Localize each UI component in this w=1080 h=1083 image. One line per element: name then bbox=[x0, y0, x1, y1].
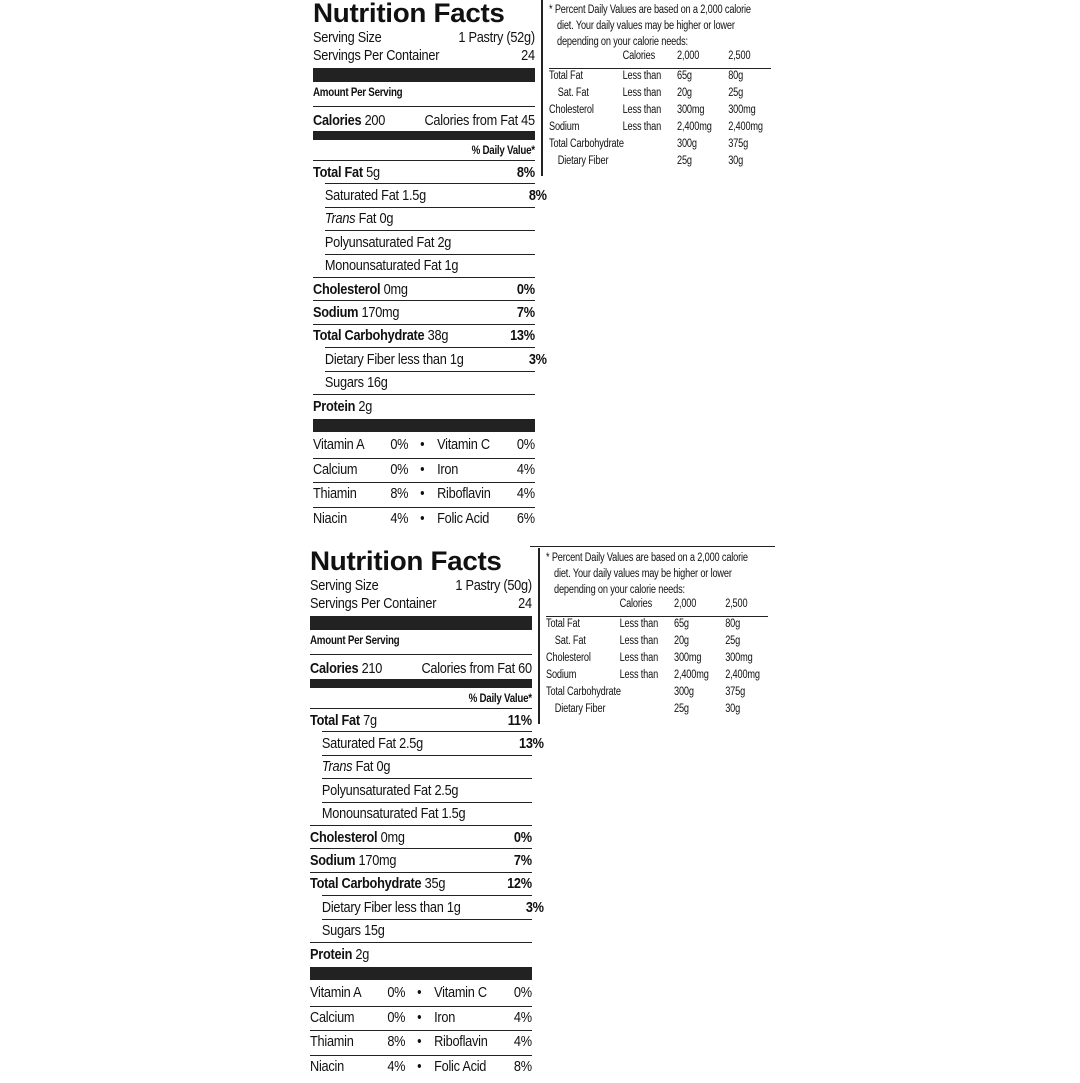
calories-from-fat: Calories from Fat 45 bbox=[424, 111, 535, 129]
daily-values-cell: Total Carbohydrate bbox=[549, 138, 624, 150]
nutrient-name: Sugars bbox=[324, 374, 364, 392]
nutrient-row bbox=[313, 325, 535, 347]
servings-row bbox=[310, 594, 532, 612]
divider bbox=[549, 68, 771, 69]
vitamin-name: Iron bbox=[434, 1008, 456, 1026]
amount-per-serving: Amount Per Serving bbox=[313, 87, 403, 99]
nutrient-amount: 16g bbox=[367, 374, 388, 392]
vitamin-value: 8% bbox=[387, 1033, 406, 1050]
nutrient-amount: 2.5g bbox=[399, 734, 423, 752]
nutrient-row bbox=[310, 826, 532, 848]
serving-size-row bbox=[313, 28, 535, 46]
nutrient-row bbox=[310, 756, 544, 778]
bullet: • bbox=[417, 1057, 422, 1075]
daily-values-cell: Total Fat bbox=[546, 618, 580, 630]
footnote-line: depending on your calorie needs: bbox=[554, 584, 685, 596]
servings-value: 24 bbox=[518, 594, 532, 612]
nutrient-amount: 38g bbox=[427, 327, 449, 345]
nutrient-name: Total Carbohydrate bbox=[313, 327, 425, 345]
vitamin-value: 8% bbox=[513, 1057, 532, 1075]
nutrient-group bbox=[322, 922, 385, 939]
daily-values-cell: 20g bbox=[677, 87, 692, 99]
amount-per-serving-row bbox=[310, 633, 532, 649]
calories-value: 200 bbox=[364, 111, 386, 129]
nutrient-name: Cholesterol bbox=[310, 828, 378, 846]
nutrient-group bbox=[322, 735, 423, 752]
vitamin-name: Riboflavin bbox=[434, 1033, 488, 1050]
nutrient-name: Dietary Fiber bbox=[321, 898, 392, 916]
daily-value-header: % Daily Value* bbox=[468, 692, 532, 705]
vitamin-value: 4% bbox=[516, 485, 535, 502]
nutrient-name: Monounsaturated Fat bbox=[324, 257, 442, 275]
vitamin-name: Vitamin A bbox=[310, 984, 362, 1001]
nutrient-group bbox=[322, 758, 390, 775]
daily-values-cell: Less than bbox=[622, 87, 662, 99]
vitamin-row bbox=[313, 510, 535, 530]
serving-size-value: 1 Pastry (50g) bbox=[455, 576, 532, 594]
nutrient-row bbox=[310, 779, 544, 801]
nutrient-row bbox=[310, 920, 544, 942]
daily-values-cell: 300g bbox=[677, 138, 697, 150]
daily-values-cell: 2,400mg bbox=[677, 121, 712, 133]
vitamin-value: 4% bbox=[387, 1057, 406, 1075]
nutrient-group bbox=[310, 852, 396, 869]
nutrient-row bbox=[313, 184, 547, 206]
vertical-divider bbox=[538, 548, 540, 724]
vitamin-name: Iron bbox=[437, 460, 459, 478]
daily-values-cell: 300mg bbox=[677, 104, 705, 116]
nutrient-amount: 2.5g bbox=[434, 781, 459, 799]
nutrient-row bbox=[313, 348, 547, 370]
nutrient-row bbox=[310, 849, 532, 871]
nutrient-name: Total Fat bbox=[310, 711, 360, 729]
nutrient-amount: 170mg bbox=[361, 303, 400, 321]
calories-row bbox=[313, 110, 535, 130]
bullet: • bbox=[420, 509, 425, 527]
daily-values-cell: 300g bbox=[674, 686, 694, 698]
daily-values-cell: 375g bbox=[728, 138, 749, 150]
vitamin-name: Vitamin A bbox=[313, 436, 365, 453]
daily-values-cell: Dietary Fiber bbox=[554, 703, 606, 715]
vitamin-value: 6% bbox=[516, 509, 535, 527]
nutrient-daily-value: 3% bbox=[528, 350, 547, 368]
nutrient-name: Cholesterol bbox=[313, 280, 381, 298]
thick-divider bbox=[310, 967, 532, 980]
nutrient-row bbox=[313, 278, 535, 300]
daily-values-cell: 25g bbox=[677, 155, 692, 167]
nutrient-daily-value: 13% bbox=[510, 327, 535, 345]
divider bbox=[310, 1030, 532, 1031]
nutrient-name: Sodium bbox=[310, 851, 356, 869]
nutrient-name: Protein bbox=[310, 945, 353, 963]
calories-value: 210 bbox=[361, 659, 383, 677]
daily-values-cell: 25g bbox=[725, 635, 741, 647]
nutrient-group bbox=[325, 234, 451, 251]
nutrient-amount: 5g bbox=[366, 163, 380, 181]
nutrient-name: Sugars bbox=[321, 922, 361, 940]
nutrient-group bbox=[310, 829, 405, 846]
daily-values-cell: 375g bbox=[725, 686, 746, 698]
nutrient-group bbox=[325, 257, 458, 274]
nutrient-group bbox=[313, 398, 372, 415]
divider bbox=[310, 1006, 532, 1007]
nutrient-row bbox=[313, 208, 547, 230]
nutrient-amount: 170mg bbox=[358, 851, 397, 869]
vitamin-row bbox=[310, 1033, 532, 1053]
daily-values-cell: 2,400mg bbox=[674, 669, 709, 681]
calories-label: Calories bbox=[310, 659, 359, 677]
nutrient-row bbox=[313, 395, 535, 417]
thick-divider bbox=[310, 616, 532, 630]
vitamin-value: 4% bbox=[513, 1033, 532, 1050]
medium-divider bbox=[310, 679, 532, 688]
label-title: Nutrition Facts bbox=[313, 0, 505, 28]
nutrient-amount: 0mg bbox=[383, 280, 408, 298]
daily-values-row bbox=[549, 121, 781, 138]
nutrient-daily-value: 7% bbox=[513, 851, 532, 869]
vitamin-value: 8% bbox=[390, 485, 409, 502]
nutrient-daily-value: 8% bbox=[516, 163, 535, 181]
nutrient-amount: 2g bbox=[355, 945, 370, 963]
footnote-line: diet. Your daily values may be higher or lower bbox=[557, 20, 735, 32]
nutrient-row bbox=[313, 255, 547, 277]
footnote-line: * Percent Daily Values are based on a 2,000 calorie bbox=[549, 4, 751, 16]
bullet: • bbox=[420, 436, 425, 453]
nutrient-row bbox=[310, 803, 544, 825]
serving-size-label: Serving Size bbox=[313, 28, 382, 46]
daily-values-cell: Total Carbohydrate bbox=[546, 686, 621, 698]
daily-values-header bbox=[546, 598, 778, 615]
top-rule bbox=[530, 546, 775, 547]
nutrient-daily-value: 0% bbox=[516, 280, 535, 298]
vitamin-name: Thiamin bbox=[313, 485, 357, 502]
vitamin-name: Calcium bbox=[313, 460, 358, 478]
daily-values-cell: 300mg bbox=[728, 104, 756, 116]
vitamin-name: Niacin bbox=[313, 509, 347, 527]
daily-values-row bbox=[549, 70, 781, 87]
calories-group bbox=[313, 112, 385, 129]
calories-from-fat: Calories from Fat 60 bbox=[421, 659, 532, 677]
dv-header-row bbox=[310, 690, 532, 707]
vitamin-value: 0% bbox=[387, 1008, 406, 1026]
nutrient-row bbox=[313, 301, 535, 323]
divider bbox=[310, 654, 532, 655]
daily-values-row bbox=[549, 155, 781, 172]
daily-values-cell: 80g bbox=[725, 618, 741, 630]
serving-size-label: Serving Size bbox=[310, 576, 379, 594]
nutrient-row bbox=[313, 372, 547, 394]
daily-values-cell: Cholesterol bbox=[546, 652, 591, 664]
nutrient-name: Saturated Fat bbox=[321, 734, 396, 752]
header-cell: 2,000 bbox=[674, 598, 697, 610]
daily-values-cell: 25g bbox=[674, 703, 689, 715]
daily-values-row bbox=[546, 669, 778, 686]
daily-values-cell: Less than bbox=[622, 70, 662, 82]
nutrient-group bbox=[313, 304, 399, 321]
vitamin-name: Folic Acid bbox=[437, 509, 490, 527]
nutrient-amount: 0mg bbox=[380, 828, 405, 846]
vitamin-value: 0% bbox=[513, 984, 532, 1001]
nutrient-name: Saturated Fat bbox=[324, 186, 399, 204]
nutrient-name: Total Fat bbox=[313, 163, 363, 181]
nutrient-group bbox=[310, 712, 377, 729]
vitamin-name: Niacin bbox=[310, 1057, 344, 1075]
nutrient-row bbox=[310, 732, 544, 754]
nutrition-label-50g bbox=[310, 548, 780, 1083]
nutrient-daily-value: 0% bbox=[513, 828, 532, 846]
nutrient-amount: 35g bbox=[424, 875, 446, 893]
vitamin-value: 0% bbox=[387, 984, 406, 1001]
nutrient-daily-value: 7% bbox=[516, 303, 535, 321]
nutrient-name: Sodium bbox=[313, 303, 359, 321]
divider bbox=[310, 1055, 532, 1056]
nutrient-row bbox=[310, 943, 532, 965]
nutrient-group bbox=[313, 327, 448, 344]
vitamin-name: Riboflavin bbox=[437, 485, 491, 502]
daily-values-cell: Less than bbox=[619, 635, 659, 647]
daily-values-cell: Sat. Fat bbox=[557, 87, 589, 99]
label-title: Nutrition Facts bbox=[310, 546, 502, 576]
nutrient-name: Monounsaturated Fat bbox=[321, 805, 439, 823]
nutrient-amount: 1.5g bbox=[402, 186, 426, 204]
thick-divider bbox=[313, 419, 535, 432]
vitamin-name: Vitamin C bbox=[437, 436, 490, 453]
bullet: • bbox=[417, 984, 422, 1001]
header-cell: 2,500 bbox=[728, 50, 751, 62]
vitamin-name: Thiamin bbox=[310, 1033, 354, 1050]
nutrient-amount: 7g bbox=[363, 711, 377, 729]
bullet: • bbox=[420, 460, 425, 478]
divider bbox=[313, 106, 535, 107]
vitamin-name: Folic Acid bbox=[434, 1057, 487, 1075]
header-cell: 2,000 bbox=[677, 50, 700, 62]
nutrient-daily-value: 12% bbox=[507, 875, 532, 893]
daily-values-cell: Sat. Fat bbox=[554, 635, 586, 647]
header-cell: Calories bbox=[619, 598, 653, 610]
daily-value-header: % Daily Value* bbox=[471, 144, 535, 157]
servings-value: 24 bbox=[521, 46, 535, 64]
daily-values-row bbox=[549, 138, 781, 155]
nutrient-group bbox=[325, 374, 388, 391]
daily-values-cell: Cholesterol bbox=[549, 104, 594, 116]
nutrient-amount: 2g bbox=[437, 233, 452, 251]
daily-values-cell: Less than bbox=[619, 669, 659, 681]
nutrient-daily-value: 13% bbox=[518, 734, 544, 752]
calories-group bbox=[310, 660, 382, 677]
amount-per-serving-row bbox=[313, 85, 535, 101]
nutrient-group bbox=[322, 782, 458, 799]
daily-values-cell: Total Fat bbox=[549, 70, 583, 82]
daily-values-cell: 300mg bbox=[674, 652, 702, 664]
vitamin-row bbox=[310, 1058, 532, 1078]
nutrient-name: Protein bbox=[313, 397, 356, 415]
daily-values-row bbox=[549, 104, 781, 121]
daily-values-cell: 25g bbox=[728, 87, 744, 99]
vitamin-row bbox=[313, 485, 535, 505]
nutrient-group bbox=[322, 805, 465, 822]
vitamin-row bbox=[313, 461, 535, 481]
nutrient-row bbox=[310, 873, 532, 895]
servings-label: Servings Per Container bbox=[310, 594, 437, 612]
daily-values-cell: Less than bbox=[622, 121, 662, 133]
thick-divider bbox=[313, 68, 535, 82]
divider bbox=[546, 616, 768, 617]
vitamin-value: 4% bbox=[390, 509, 409, 527]
daily-values-row bbox=[546, 635, 778, 652]
nutrient-name: Trans bbox=[321, 758, 353, 776]
daily-values-cell: 2,400mg bbox=[728, 121, 763, 133]
nutrient-name: Dietary Fiber bbox=[324, 350, 395, 368]
daily-values-header bbox=[549, 50, 781, 67]
vitamin-name: Vitamin C bbox=[434, 984, 487, 1001]
footnote-line: depending on your calorie needs: bbox=[557, 36, 688, 48]
calories-label: Calories bbox=[313, 111, 362, 129]
nutrient-row bbox=[313, 231, 547, 253]
nutrient-amount: 1.5g bbox=[441, 805, 466, 823]
daily-values-row bbox=[546, 618, 778, 635]
vitamin-value: 4% bbox=[513, 1008, 532, 1026]
vitamin-name: Calcium bbox=[310, 1008, 355, 1026]
nutrient-group bbox=[310, 875, 445, 892]
vitamin-value: 0% bbox=[390, 460, 409, 478]
daily-values-row bbox=[546, 652, 778, 669]
nutrient-group bbox=[310, 946, 369, 963]
header-cell: Calories bbox=[622, 50, 656, 62]
nutrient-amount: 15g bbox=[364, 922, 385, 940]
daily-values-row bbox=[549, 87, 781, 104]
nutrient-daily-value: 11% bbox=[507, 711, 532, 729]
daily-values-cell: Dietary Fiber bbox=[557, 155, 609, 167]
nutrient-name: Trans bbox=[324, 210, 356, 228]
nutrient-amount: less than 1g bbox=[394, 898, 461, 916]
bullet: • bbox=[417, 1033, 422, 1050]
daily-values-cell: Sodium bbox=[546, 669, 577, 681]
amount-per-serving: Amount Per Serving bbox=[310, 635, 400, 647]
bullet: • bbox=[420, 485, 425, 502]
divider bbox=[313, 507, 535, 508]
nutrient-group bbox=[325, 187, 426, 204]
header-cell: 2,500 bbox=[725, 598, 748, 610]
daily-values-cell: 30g bbox=[725, 703, 741, 715]
daily-values-cell: 65g bbox=[674, 618, 689, 630]
vitamin-value: 0% bbox=[516, 436, 535, 453]
daily-values-cell: 20g bbox=[674, 635, 689, 647]
nutrient-amount: Fat 0g bbox=[358, 210, 394, 228]
nutrient-daily-value: 8% bbox=[528, 186, 547, 204]
vitamin-value: 0% bbox=[390, 436, 409, 453]
servings-label: Servings Per Container bbox=[313, 46, 440, 64]
nutrient-amount: 1g bbox=[444, 257, 459, 275]
bullet: • bbox=[417, 1008, 422, 1026]
nutrient-row bbox=[310, 709, 532, 731]
serving-size-value: 1 Pastry (52g) bbox=[458, 28, 535, 46]
daily-values-cell: Sodium bbox=[549, 121, 580, 133]
vitamin-row bbox=[310, 1009, 532, 1029]
daily-values-cell: 2,400mg bbox=[725, 669, 760, 681]
daily-values-cell: 300mg bbox=[725, 652, 753, 664]
divider bbox=[313, 482, 535, 483]
nutrient-group bbox=[322, 899, 461, 916]
vertical-divider bbox=[541, 0, 543, 176]
daily-values-row bbox=[546, 703, 778, 720]
divider bbox=[313, 458, 535, 459]
nutrient-amount: less than 1g bbox=[397, 350, 464, 368]
vitamin-row bbox=[313, 436, 535, 456]
daily-values-cell: 65g bbox=[677, 70, 692, 82]
daily-values-cell: Less than bbox=[622, 104, 662, 116]
daily-values-cell: Less than bbox=[619, 652, 659, 664]
vitamin-value: 4% bbox=[516, 460, 535, 478]
nutrient-name: Polyunsaturated Fat bbox=[321, 781, 432, 799]
daily-values-cell: Less than bbox=[619, 618, 659, 630]
nutrient-group bbox=[313, 164, 380, 181]
vitamin-row bbox=[310, 984, 532, 1004]
nutrient-group bbox=[325, 210, 393, 227]
nutrient-amount: Fat 0g bbox=[355, 758, 391, 776]
daily-values-row bbox=[546, 686, 778, 703]
medium-divider bbox=[313, 131, 535, 140]
footnote-line: diet. Your daily values may be higher or lower bbox=[554, 568, 732, 580]
daily-values-cell: 30g bbox=[728, 155, 744, 167]
serving-size-row bbox=[310, 576, 532, 594]
calories-row bbox=[310, 658, 532, 678]
nutrient-row bbox=[310, 896, 544, 918]
nutrient-group bbox=[313, 281, 408, 298]
nutrition-label-52g bbox=[313, 0, 783, 535]
servings-row bbox=[313, 46, 535, 64]
nutrient-row bbox=[313, 161, 535, 183]
nutrient-amount: 2g bbox=[358, 397, 373, 415]
daily-values-cell: 80g bbox=[728, 70, 744, 82]
nutrient-name: Total Carbohydrate bbox=[310, 875, 422, 893]
nutrient-name: Polyunsaturated Fat bbox=[324, 233, 435, 251]
nutrient-daily-value: 3% bbox=[525, 898, 544, 916]
footnote-line: * Percent Daily Values are based on a 2,000 calorie bbox=[546, 552, 748, 564]
dv-header-row bbox=[313, 142, 535, 159]
nutrient-group bbox=[325, 351, 464, 368]
